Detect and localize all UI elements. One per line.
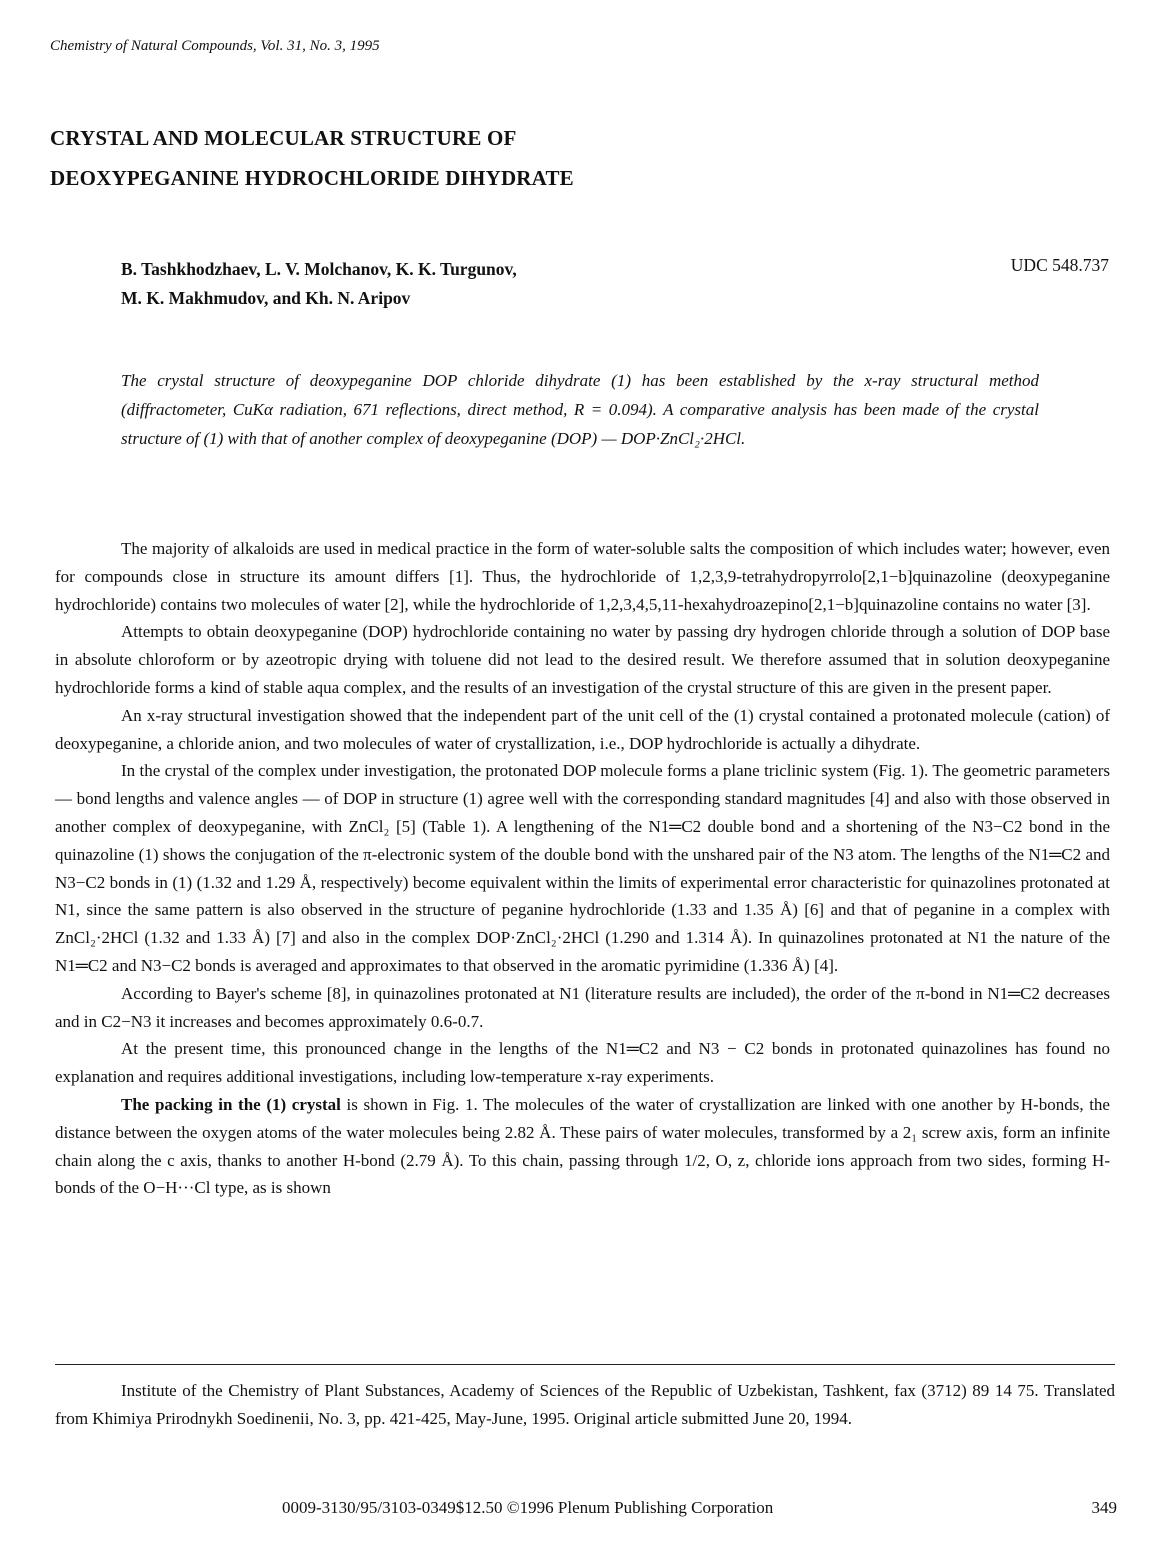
body-text bbox=[55, 535, 1110, 1202]
title-line-1: CRYSTAL AND MOLECULAR STRUCTURE OF bbox=[50, 126, 517, 150]
footnote bbox=[55, 1377, 1115, 1433]
title-line-2: DEOXYPEGANINE HYDROCHLORIDE DIHYDRATE bbox=[50, 166, 574, 190]
udc-code: UDC 548.737 bbox=[1010, 255, 1109, 275]
page-number: 349 bbox=[1091, 1498, 1117, 1517]
authors-line-1: B. Tashkhodzhaev, L. V. Molchanov, K. K. Turgunov, bbox=[121, 259, 517, 279]
footnote-divider bbox=[55, 1364, 1115, 1365]
paragraph-6: At the present time, this pronounced change in the lengths of the N1═C2 and N3 − C2 bonds in protonated quinazolines has found no explanation and requires additional investigations, including low-temperature x-ray experiments. bbox=[55, 1039, 1110, 1087]
author-list bbox=[121, 255, 517, 313]
paragraph-2: Attempts to obtain deoxypeganine (DOP) hydrochloride containing no water by passing dry hydrogen chloride through a solution of DOP base in absolute chloroform or by azeotropic drying with toluene did not lead to the desired result. We therefore assumed that in solution deoxypeganine hydrochloride forms a kind of stable aqua complex, and the results of an investigation of the crystal structure of this are given in the present paper. bbox=[55, 622, 1110, 697]
abstract: The crystal structure of deoxypeganine DOP chloride dihydrate (1) has been established by the x-ray structural method (diffractometer, CuKα radiation, 671 reflections, direct method, R = 0.094). A comparative analysis has been made of the crystal structure of (1) with that of another complex of deoxypeganine (DOP) — DOP·ZnCl₂·2HCl. bbox=[121, 371, 1039, 448]
paragraph-4: In the crystal of the complex under investigation, the protonated DOP molecule forms a plane triclinic system (Fig. 1). The geometric parameters — bond lengths and valence angles — of DOP in structure (1) agree well with the corresponding standard magnitudes [4] and also with those observed in another complex of deoxypeganine, with ZnCl₂ [5] (Table 1). A lengthening of the N1═C2 double bond and a shortening of the N3−C2 bond in the quinazoline (1) shows the conjugation of the π-electronic system of the double bond with the unshared pair of the N3 atom. The lengths of the N1═C2 and N3−C2 bonds in (1) (1.32 and 1.29 Å, respectively) become equivalent within the limits of experimental error characteristic for quinazolines protonated at N1, since the same pattern is also observed in the structure of peganine hydrochloride (1.33 and 1.35 Å) [6] and that of peganine in a complex with ZnCl₂·2HCl (1.32 and 1.33 Å) [7] and also in the complex DOP·ZnCl₂·2HCl (1.290 and 1.314 Å). In quinazolines protonated at N1 the nature of the N1═C2 and N3−C2 bonds is averaged and approximates to that observed in the aromatic pyrimidine (1.336 Å) [4]. bbox=[55, 761, 1110, 975]
paragraph-7-text: is shown in Fig. 1. The molecules of the water of crystallization are linked with one another by H-bonds, the distance between the oxygen atoms of the water molecules being 2.82 Å. These pairs of water molecules, transformed by a 2₁ screw axis, form an infinite chain along the c axis, thanks to another H-bond (2.79 Å). To this chain, passing through 1/2, O, z, chloride ions approach from two sides, forming H-bonds of the O−H···Cl type, as is shown bbox=[55, 1094, 1110, 1198]
authors-line-2: M. K. Makhmudov, and Kh. N. Aripov bbox=[121, 288, 411, 308]
packing-heading: The packing in the (1) crystal bbox=[121, 1094, 341, 1114]
paragraph-3: An x-ray structural investigation showed that the independent part of the unit cell of the (1) crystal contained a protonated molecule (cation) of deoxypeganine, a chloride anion, and two molecules of water of crystallization, i.e., DOP hydrochloride is actually a dihydrate. bbox=[55, 705, 1110, 753]
journal-header: Chemistry of Natural Compounds, Vol. 31, No. 3, 1995 bbox=[50, 38, 380, 54]
article-title bbox=[50, 118, 574, 198]
affiliation-note: Institute of the Chemistry of Plant Substances, Academy of Sciences of the Republic of Uzbekistan, Tashkent, fax (3712) 89 14 75. Translated from Khimiya Prirodnykh Soedinenii, No. 3, pp. 421-425, May-June, 1995. Original article submitted June 20, 1994. bbox=[55, 1381, 1115, 1428]
paragraph-5: According to Bayer's scheme [8], in quinazolines protonated at N1 (literature results are included), the order of the π-bond in N1═C2 decreases and in C2−N3 it increases and becomes approximately 0.6-0.7. bbox=[55, 983, 1110, 1031]
paragraph-7 bbox=[55, 1091, 1110, 1202]
paragraph-1: The majority of alkaloids are used in medical practice in the form of water-soluble salts the composition of which includes water; however, even for compounds close in structure its amount differs [1]. Thus, the hydrochloride of 1,2,3,9-tetrahydropyrrolo[2,1−b]quinazoline (deoxypeganine hydrochloride) contains two molecules of water [2], while the hydrochloride of 1,2,3,4,5,11-hexahydroazepino[2,1−b]quinazoline contains no water [3]. bbox=[55, 539, 1110, 614]
copyright-line: 0009-3130/95/3103-0349$12.50 ©1996 Plenum Publishing Corporation bbox=[282, 1498, 774, 1517]
